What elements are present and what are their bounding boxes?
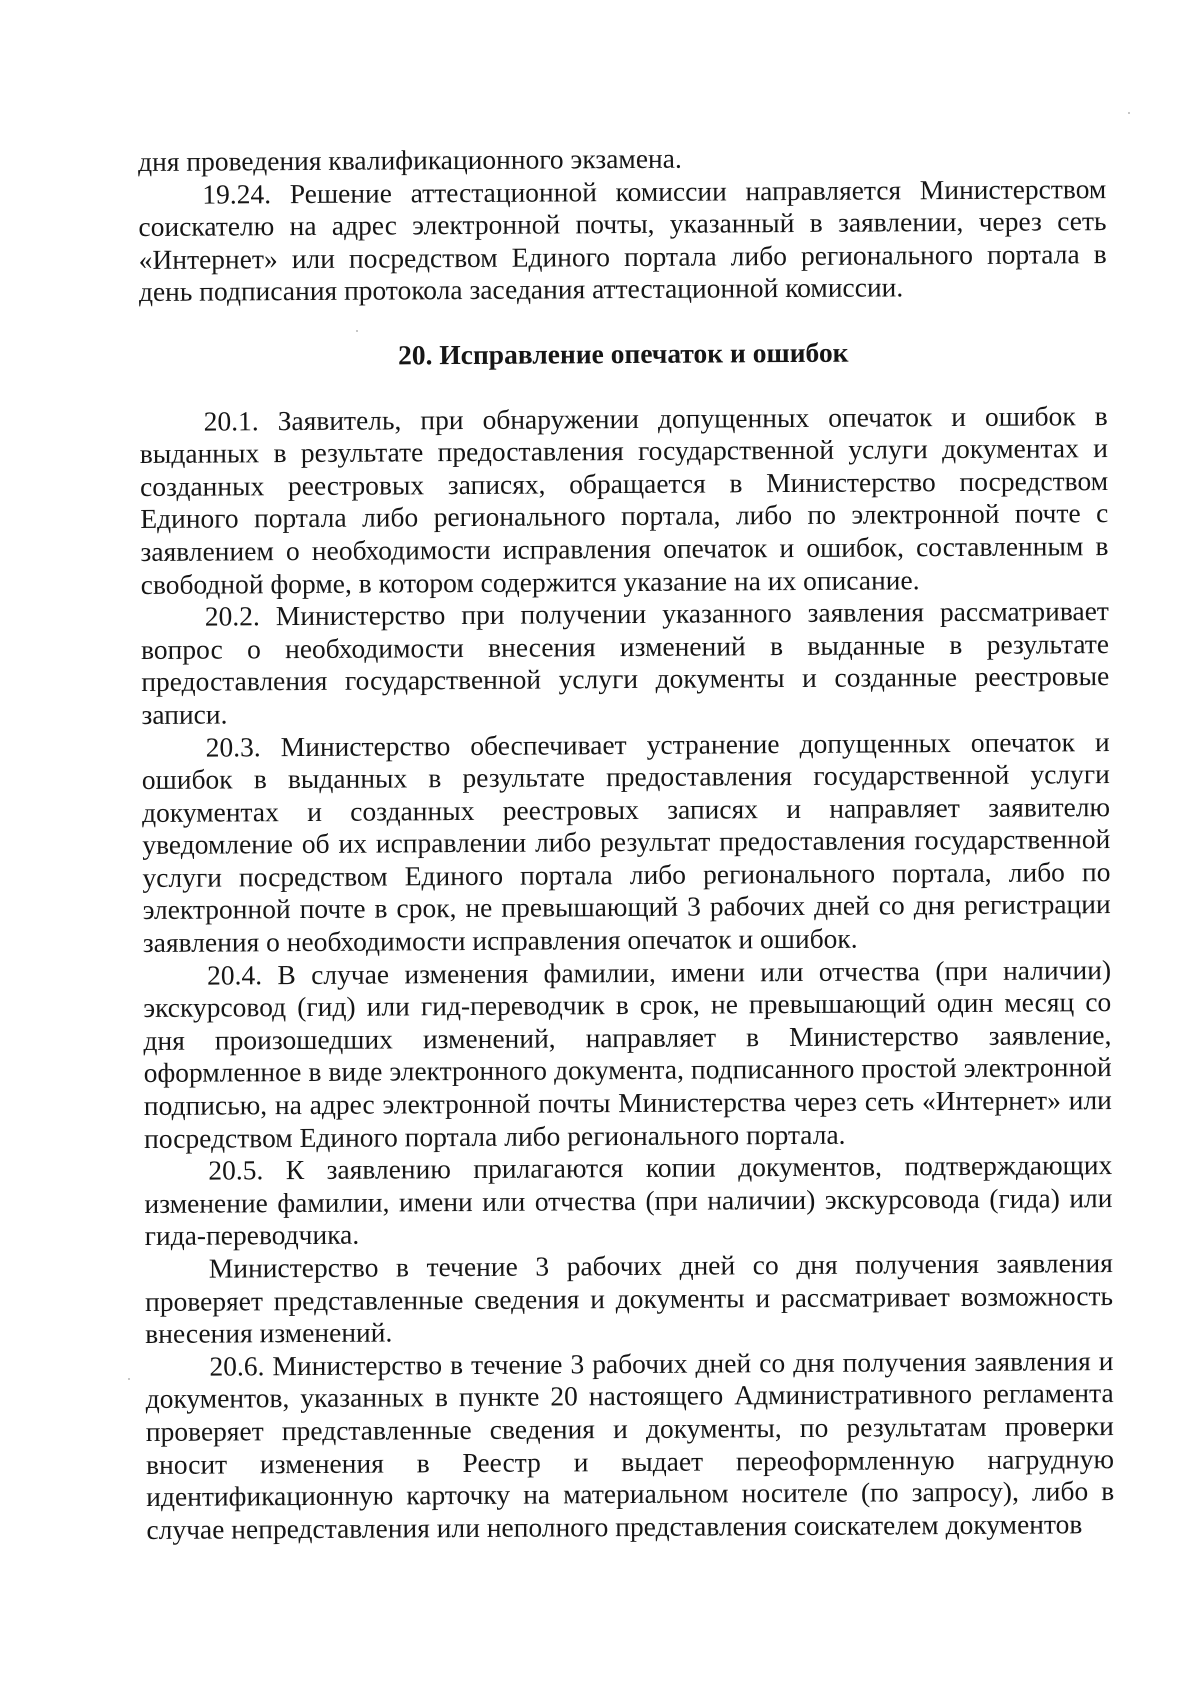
paragraph-20-1: 20.1. Заявитель, при обнаружении допущенных опечаток и ошибок в выданных в результате предоставления государственной услуги документах и созданных реестровых записях, обращается в Министерство посредством Единого портала либо регионального портала, либо по электронной почте с заявлением о необходимости исправления опечаток и ошибок, составленным в свободной форме, в котором содержится указание на их описание.: [139, 399, 1109, 600]
scan-speck: [128, 1378, 130, 1380]
paragraph-20-4: 20.4. В случае изменения фамилии, имени или отчества (при наличии) экскурсовод (гид) или гид-переводчик в срок, не превышающий один месяц со дня произошедших изменений, направляет в Министерство заявление, оформленное в виде электронного документа, подписанного простой электронной подписью, на адрес электронной почты Министерства через сеть «Интернет» или посредством Единого портала либо регионального портала.: [143, 953, 1112, 1154]
paragraph-20-2: 20.2. Министерство при получении указанного заявления рассматривает вопрос о необходимости внесения изменений в выданные в результате предоставления государственной услуги документы и созданные реестровые записи.: [140, 595, 1110, 730]
scan-speck: [356, 330, 358, 332]
section-title: 20. Исправление опечаток и ошибок: [397, 336, 849, 371]
scan-speck: [1128, 112, 1130, 114]
paragraph-20-6: 20.6. Министерство в течение 3 рабочих дней со дня получения заявления и документов, указанных в пункте 20 настоящего Административного регламента проверяет представленные сведения и документы, по результатам проверки вносит изменения в Реестр и выдает переоформленную нагрудную идентификационную карточку на материальном носителе (по запросу), либо в случае непредставления или неполного представления соискателем документов: [145, 1344, 1115, 1545]
paragraph-ministry-review: Министерство в течение 3 рабочих дней со дня получения заявления проверяет представленные сведения и документы и рассматривает возможность внесения изменений.: [144, 1247, 1114, 1350]
document-body: [138, 140, 1115, 1546]
paragraph-exam-day: дня проведения квалификационного экзамена.: [138, 142, 682, 177]
paragraph-20-3: 20.3. Министерство обеспечивает устранение допущенных опечаток и ошибок в выданных в результате предоставления государственной услуги документах и созданных реестровых записях и направляет заявителю уведомление об их исправлении либо результат предоставления государственной услуги посредством Единого портала либо регионального портала, либо по электронной почте в срок, не превышающий 3 рабочих дней со дня регистрации заявления о необходимости исправления опечаток и ошибок.: [141, 725, 1111, 959]
paragraph-20-5: 20.5. К заявлению прилагаются копии документов, подтверждающих изменение фамилии, имени или отчества (при наличии) экскурсовода (гида) или гида-переводчика.: [144, 1149, 1113, 1252]
paragraph-19-24: 19.24. Решение аттестационной комиссии направляется Министерством соискателю на адрес электронной почты, указанный в заявлении, через сеть «Интернет» или посредством Единого портала либо регионального портала в день подписания протокола заседания аттестационной комиссии.: [138, 172, 1107, 308]
